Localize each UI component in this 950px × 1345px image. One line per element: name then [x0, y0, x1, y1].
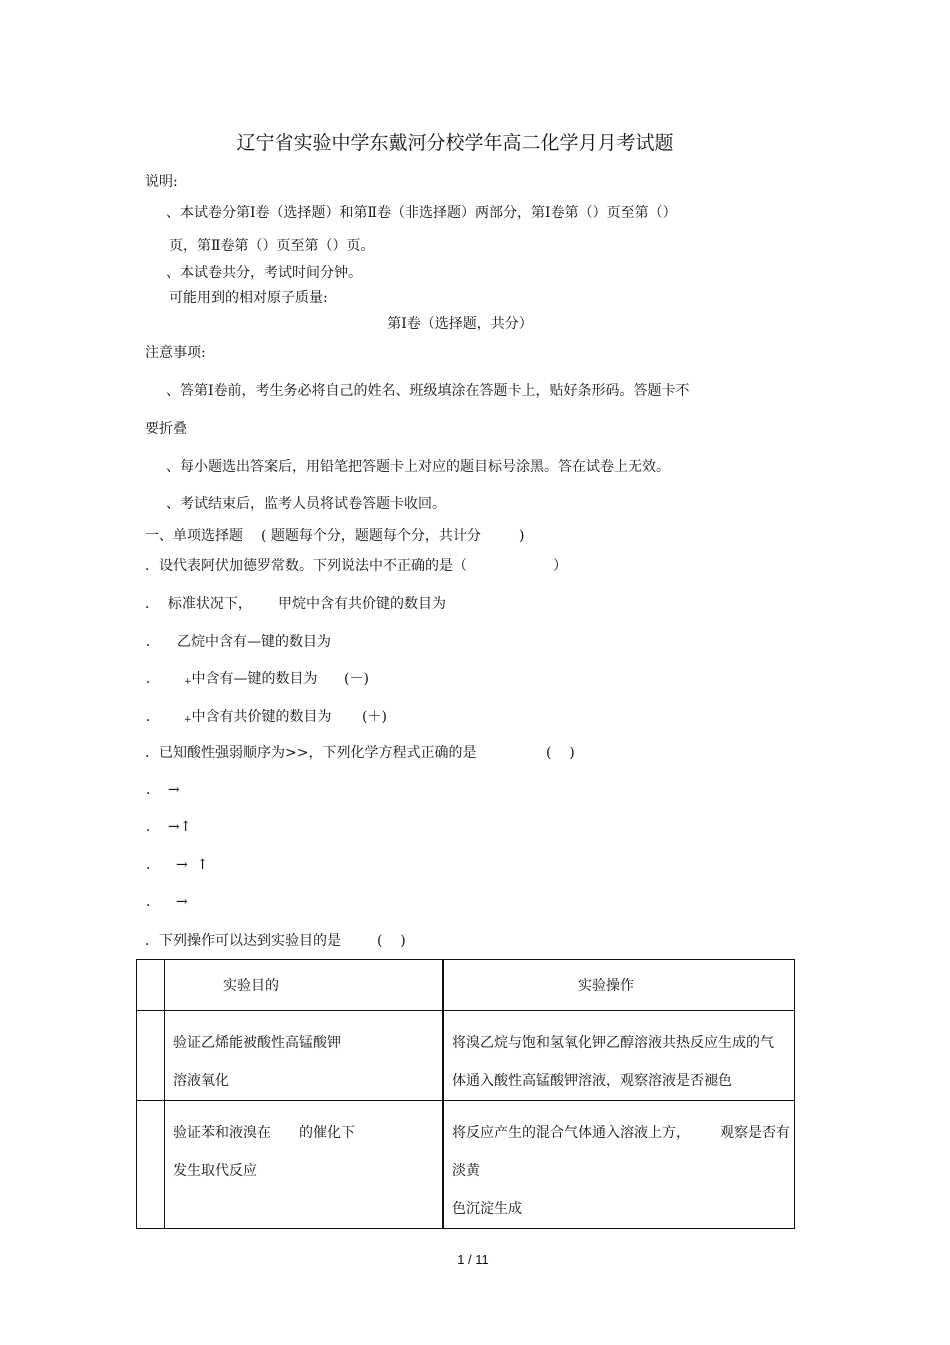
question-2-option-b: →↑ [168, 819, 192, 835]
question-2-option-a: → [168, 782, 180, 798]
question-2-option-b-marker: ． [146, 819, 160, 835]
purpose-line: 验证乙烯能被酸性高锰酸钾 [173, 1035, 341, 1051]
question-2-option-a-marker: ． [146, 782, 160, 798]
table-header-row [137, 960, 795, 1011]
operation-line: 将溴乙烷与饱和氢氧化钾乙醇溶液共热反应生成的气 [452, 1035, 774, 1051]
operation-line [452, 1114, 794, 1190]
question-1-option-c [184, 669, 318, 692]
operation-line: 色沉淀生成 [452, 1201, 522, 1217]
table-index-cell [137, 1101, 165, 1229]
table-cell-operation [443, 1101, 795, 1229]
page-number: 1 / 11 [457, 1252, 489, 1267]
question-1-option-c-tail: (－) [344, 671, 369, 687]
note-1-line-1: 、答第Ⅰ卷前，考生务必将自己的姓名、班级填涂在答题卡上，贴好条形码。答题卡不 [166, 383, 690, 399]
note-1-line-2: 要折叠 [145, 421, 187, 437]
question-1-option-d-text: 中含有共价键的数目为 [191, 709, 332, 725]
intro-item-1-line-1: 、本试卷分第Ⅰ卷（选择题）和第Ⅱ卷（非选择题）两部分，第Ⅰ卷第（）页至第（） [166, 205, 677, 221]
purpose-line: 溶液氧化 [173, 1073, 229, 1089]
table-header-purpose: 实验目的 [165, 960, 444, 1011]
ion-sign: + [184, 715, 192, 725]
question-3-paren: ( ) [377, 933, 406, 949]
operation-text: 将反应产生的混合气体通入溶液上方， [452, 1125, 690, 1141]
table-header-operation: 实验操作 [443, 960, 795, 1011]
table-index-cell [137, 960, 165, 1011]
ion-sign: + [184, 677, 192, 687]
table-row [137, 1101, 795, 1229]
question-1-option-a: ． 标准状况下， [145, 596, 252, 612]
table-index-cell [137, 1011, 165, 1101]
table-cell-purpose [165, 1101, 444, 1229]
question-1-option-c-marker: ． [146, 671, 160, 687]
operation-line: 体通入酸性高锰酸钾溶液，观察溶液是否褪色 [452, 1073, 732, 1089]
intro-item-1-line-2: 页，第Ⅱ卷第（）页至第（）页。 [169, 238, 375, 254]
question-2-option-d-marker: ． [146, 894, 160, 910]
intro-label: 说明: [145, 174, 178, 190]
intro-item-3: 可能用到的相对原子质量: [169, 290, 328, 306]
purpose-text: 的催化下 [299, 1125, 355, 1141]
question-2-option-d: → [176, 894, 188, 910]
question-1-option-d-tail: (＋) [362, 709, 387, 725]
part-one-close: ) [519, 528, 525, 544]
question-1-option-b-marker: ． [146, 634, 160, 650]
purpose-text: 验证苯和液溴在 [173, 1125, 271, 1141]
question-1-close: ） [553, 558, 567, 574]
question-1-option-a-text: 甲烷中含有共价键的数目为 [278, 596, 446, 612]
intro-item-2: 、本试卷共分，考试时间分钟。 [166, 265, 362, 281]
question-2-option-c-marker: ． [146, 857, 160, 873]
table-row [137, 1011, 795, 1101]
purpose-line: 发生取代反应 [173, 1163, 257, 1179]
question-2-stem: ．已知酸性强弱顺序为>>，下列化学方程式正确的是 [145, 745, 477, 761]
table-cell-operation [443, 1011, 795, 1101]
question-1-stem: ．设代表阿伏加德罗常数。下列说法中不正确的是（ [145, 558, 467, 574]
table-cell-purpose [165, 1011, 444, 1101]
question-1-option-d [184, 707, 332, 730]
notes-label: 注意事项: [145, 345, 206, 361]
document-title: 辽宁省实验中学东戴河分校学年高二化学月月考试题 [236, 132, 674, 154]
note-3: 、考试结束后，监考人员将试卷答题卡收回。 [166, 496, 446, 512]
part-one-heading: 一、单项选择题 [145, 528, 243, 544]
section-heading: 第Ⅰ卷（选择题，共分） [387, 316, 533, 332]
operation-text: 观察是否有淡黄 [452, 1125, 790, 1179]
part-one-detail: ( 题题每个分，题题每个分，共计分 [261, 528, 481, 544]
question-3-stem: ．下列操作可以达到实验目的是 [145, 933, 341, 949]
note-2: 、每小题选出答案后，用铅笔把答题卡上对应的题目标号涂黑。答在试卷上无效。 [166, 459, 670, 475]
experiment-table [136, 959, 795, 1229]
question-1-option-d-marker: ． [146, 709, 160, 725]
question-1-option-b: 乙烷中含有—键的数目为 [177, 634, 331, 650]
question-2-paren: ( ) [546, 745, 575, 761]
question-2-option-c: → ↑ [176, 857, 209, 873]
question-1-option-c-text: 中含有—键的数目为 [191, 671, 318, 687]
purpose-line [173, 1114, 442, 1152]
